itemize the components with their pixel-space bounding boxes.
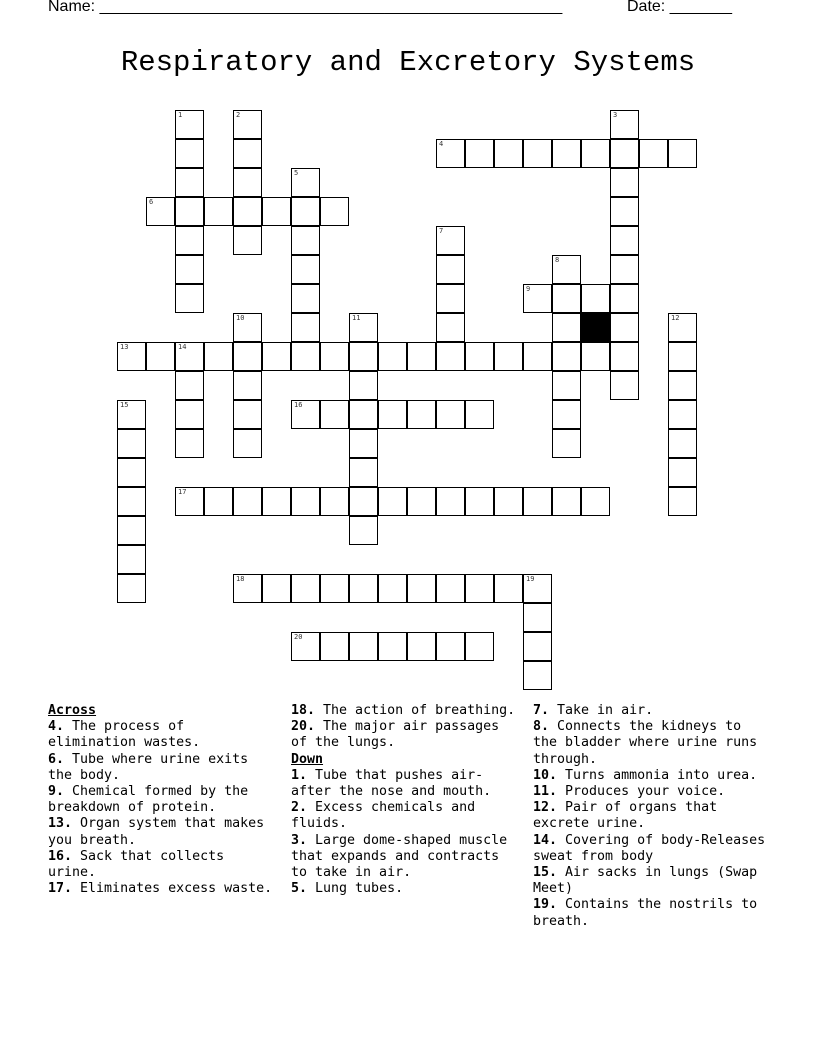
clues-column-2: [291, 703, 523, 897]
clue-down-10: 10. Turns ammonia into urea.: [533, 767, 758, 783]
grid-cell[interactable]: [378, 574, 407, 603]
grid-cell[interactable]: [175, 197, 204, 226]
clue-number-16: 16: [294, 401, 303, 409]
grid-cell[interactable]: [523, 603, 552, 632]
grid-cell[interactable]: [233, 313, 262, 342]
grid-cell[interactable]: [349, 487, 378, 516]
grid-cell[interactable]: [117, 487, 146, 516]
grid-cell[interactable]: [668, 429, 697, 458]
grid-cell[interactable]: [668, 139, 697, 168]
grid-cell[interactable]: [465, 400, 494, 429]
grid-cell[interactable]: [668, 313, 697, 342]
grid-cell[interactable]: [291, 255, 320, 284]
grid-cell[interactable]: [610, 226, 639, 255]
grid-cell[interactable]: [436, 139, 465, 168]
grid-cell[interactable]: [523, 139, 552, 168]
grid-cell[interactable]: [668, 458, 697, 487]
grid-cell[interactable]: [233, 110, 262, 139]
clue-down-19: 19. Contains the nostrils to breath.: [533, 897, 758, 929]
clue-number-13: 13: [120, 343, 129, 351]
grid-cell[interactable]: [204, 197, 233, 226]
grid-cell[interactable]: [552, 429, 581, 458]
grid-cell[interactable]: [291, 487, 320, 516]
name-field[interactable]: Name: ____________________________________________________: [48, 0, 563, 15]
clue-across-9: 9. Chemical formed by the breakdown of protein.: [48, 784, 249, 816]
grid-cell[interactable]: [233, 226, 262, 255]
clue-across-13: 13. Organ system that makes you breath.: [48, 816, 265, 848]
grid-cell[interactable]: [117, 458, 146, 487]
clue-across-20: 20. The major air passages of the lungs.: [291, 719, 500, 751]
clue-across-17: 17. Eliminates excess waste.: [48, 881, 273, 897]
clue-number-10: 10: [236, 314, 245, 322]
grid-cell[interactable]: [465, 342, 494, 371]
grid-cell[interactable]: [204, 487, 233, 516]
grid-cell[interactable]: [581, 487, 610, 516]
grid-cell[interactable]: [523, 284, 552, 313]
grid-cell[interactable]: [233, 371, 262, 400]
grid-cell[interactable]: [262, 487, 291, 516]
grid-cell[interactable]: [552, 255, 581, 284]
grid-cell[interactable]: [436, 632, 465, 661]
clue-number-4: 4: [439, 140, 444, 148]
grid-cell[interactable]: [233, 429, 262, 458]
date-field[interactable]: Date: _______: [627, 0, 732, 15]
clue-across-6: 6. Tube where urine exits the body.: [48, 751, 249, 783]
clue-number-8: 8: [555, 256, 560, 264]
clue-number-5: 5: [294, 169, 299, 177]
grid-cell[interactable]: [291, 226, 320, 255]
grid-cell[interactable]: [436, 487, 465, 516]
grid-cell[interactable]: [378, 342, 407, 371]
grid-cell[interactable]: [320, 400, 349, 429]
clue-number-2: 2: [236, 111, 241, 119]
clue-across-18: 18. The action of breathing.: [291, 703, 516, 718]
clue-number-20: 20: [294, 633, 303, 641]
grid-cell[interactable]: [291, 342, 320, 371]
grid-cell[interactable]: [291, 632, 320, 661]
down-heading: Down: [291, 751, 324, 767]
clue-number-1: 1: [178, 111, 183, 119]
grid-cell[interactable]: [668, 400, 697, 429]
grid-cell[interactable]: [233, 400, 262, 429]
grid-cell[interactable]: [610, 110, 639, 139]
grid-cell[interactable]: [378, 487, 407, 516]
grid-cell[interactable]: [436, 313, 465, 342]
grid-cell[interactable]: [494, 574, 523, 603]
grid-cell[interactable]: [668, 342, 697, 371]
grid-cell[interactable]: [175, 110, 204, 139]
grid-cell[interactable]: [291, 168, 320, 197]
grid-cell[interactable]: [175, 226, 204, 255]
grid-cell[interactable]: [349, 313, 378, 342]
grid-cell[interactable]: [233, 487, 262, 516]
grid-cell[interactable]: [494, 487, 523, 516]
clues-column-3: [533, 703, 773, 930]
across-heading: Across: [48, 703, 97, 718]
grid-cell[interactable]: [175, 371, 204, 400]
grid-cell[interactable]: [175, 284, 204, 313]
clue-number-9: 9: [526, 285, 531, 293]
clue-number-12: 12: [671, 314, 680, 322]
clue-number-14: 14: [178, 343, 187, 351]
clue-number-11: 11: [352, 314, 361, 322]
grid-cell[interactable]: [552, 487, 581, 516]
grid-cell[interactable]: [349, 400, 378, 429]
grid-cell[interactable]: [349, 371, 378, 400]
grid-cell[interactable]: [378, 400, 407, 429]
grid-cell[interactable]: [349, 632, 378, 661]
grid-cell[interactable]: [581, 284, 610, 313]
grid-cell[interactable]: [581, 342, 610, 371]
grid-cell[interactable]: [291, 284, 320, 313]
grid-cell[interactable]: [610, 284, 639, 313]
grid-cell[interactable]: [552, 139, 581, 168]
clue-down-1: 1. Tube that pushes air- after the nose and mouth.: [291, 767, 492, 800]
grid-cell[interactable]: [610, 197, 639, 226]
clue-number-19: 19: [526, 575, 535, 583]
grid-cell[interactable]: [494, 139, 523, 168]
grid-cell[interactable]: [552, 400, 581, 429]
clue-down-15: 15. Air sacks in lungs (Swap Meet): [533, 865, 758, 897]
grid-cell[interactable]: [407, 574, 436, 603]
clues-column-1: [48, 703, 278, 897]
clue-across-4: 4. The process of elimination wastes.: [48, 719, 201, 751]
grid-cell[interactable]: [436, 400, 465, 429]
grid-cell[interactable]: [639, 139, 668, 168]
grid-cell[interactable]: [175, 139, 204, 168]
grid-cell[interactable]: [320, 197, 349, 226]
grid-cell[interactable]: [146, 197, 175, 226]
grid-cell[interactable]: [436, 255, 465, 284]
grid-cell[interactable]: [465, 487, 494, 516]
grid-cell[interactable]: [146, 342, 175, 371]
grid-cell[interactable]: [349, 574, 378, 603]
grid-cell[interactable]: [610, 342, 639, 371]
grid-cell[interactable]: [233, 342, 262, 371]
clue-number-6: 6: [149, 198, 154, 206]
grid-cell[interactable]: [175, 400, 204, 429]
grid-cell[interactable]: [320, 632, 349, 661]
grid-cell[interactable]: [523, 632, 552, 661]
grid-cell[interactable]: [291, 400, 320, 429]
grid-cell[interactable]: [436, 226, 465, 255]
grid-cell[interactable]: [523, 661, 552, 690]
grid-cell[interactable]: [233, 574, 262, 603]
grid-cell[interactable]: [117, 400, 146, 429]
grid-cell[interactable]: [610, 255, 639, 284]
grid-cell[interactable]: [349, 342, 378, 371]
grid-cell[interactable]: [552, 371, 581, 400]
grid-cell[interactable]: [117, 545, 146, 574]
grid-cell[interactable]: [117, 429, 146, 458]
grid-cell[interactable]: [407, 342, 436, 371]
grid-cell[interactable]: [465, 139, 494, 168]
grid-cell[interactable]: [581, 139, 610, 168]
grid-cell[interactable]: [117, 574, 146, 603]
grid-cell-black: [581, 313, 610, 342]
grid-cell[interactable]: [668, 371, 697, 400]
clue-down-14: 14. Covering of body-Releases sweat from body: [533, 832, 766, 864]
grid-cell[interactable]: [436, 342, 465, 371]
grid-cell[interactable]: [175, 342, 204, 371]
grid-cell[interactable]: [117, 516, 146, 545]
grid-cell[interactable]: [465, 574, 494, 603]
grid-cell[interactable]: [320, 487, 349, 516]
grid-cell[interactable]: [523, 487, 552, 516]
clue-number-17: 17: [178, 488, 187, 496]
grid-cell[interactable]: [175, 429, 204, 458]
grid-cell[interactable]: [262, 574, 291, 603]
grid-cell[interactable]: [291, 313, 320, 342]
grid-cell[interactable]: [552, 313, 581, 342]
grid-cell[interactable]: [494, 342, 523, 371]
grid-cell[interactable]: [610, 168, 639, 197]
grid-cell[interactable]: [291, 574, 320, 603]
clue-down-11: 11. Produces your voice.: [533, 784, 726, 800]
grid-cell[interactable]: [320, 574, 349, 603]
clue-down-7: 7. Take in air.: [533, 703, 654, 718]
clue-down-2: 2. Excess chemicals and fluids.: [291, 800, 476, 832]
grid-cell[interactable]: [349, 429, 378, 458]
grid-cell[interactable]: [523, 574, 552, 603]
clue-down-8: 8. Connects the kidneys to the bladder where urine runs through.: [533, 719, 758, 767]
grid-cell[interactable]: [204, 342, 233, 371]
grid-cell[interactable]: [668, 487, 697, 516]
clue-down-12: 12. Pair of organs that excrete urine.: [533, 800, 718, 832]
grid-cell[interactable]: [610, 371, 639, 400]
grid-cell[interactable]: [436, 284, 465, 313]
grid-cell[interactable]: [349, 458, 378, 487]
grid-cell[interactable]: [407, 400, 436, 429]
clue-number-18: 18: [236, 575, 245, 583]
grid-cell[interactable]: [552, 342, 581, 371]
grid-cell[interactable]: [262, 342, 291, 371]
clue-number-3: 3: [613, 111, 618, 119]
clue-number-7: 7: [439, 227, 444, 235]
grid-cell[interactable]: [610, 139, 639, 168]
grid-cell[interactable]: [349, 516, 378, 545]
grid-cell[interactable]: [320, 342, 349, 371]
grid-cell[interactable]: [233, 139, 262, 168]
grid-cell[interactable]: [552, 284, 581, 313]
page-title: Respiratory and Excretory Systems: [120, 46, 696, 79]
grid-cell[interactable]: [523, 342, 552, 371]
grid-cell[interactable]: [175, 255, 204, 284]
grid-cell[interactable]: [610, 313, 639, 342]
clue-down-3: 3. Large dome-shaped muscle that expands and contracts to take in air.: [291, 832, 508, 881]
clue-across-16: 16. Sack that collects urine.: [48, 848, 225, 881]
grid-cell[interactable]: [378, 632, 407, 661]
clue-down-5: 5. Lung tubes.: [291, 881, 404, 897]
grid-cell[interactable]: [262, 197, 291, 226]
grid-cell[interactable]: [407, 487, 436, 516]
grid-cell[interactable]: [233, 168, 262, 197]
grid-cell[interactable]: [436, 574, 465, 603]
grid-cell[interactable]: [175, 168, 204, 197]
grid-cell[interactable]: [175, 487, 204, 516]
clue-number-15: 15: [120, 401, 129, 409]
grid-cell[interactable]: [291, 197, 320, 226]
grid-cell[interactable]: [407, 632, 436, 661]
grid-cell[interactable]: [233, 197, 262, 226]
grid-cell[interactable]: [465, 632, 494, 661]
grid-cell[interactable]: [117, 342, 146, 371]
